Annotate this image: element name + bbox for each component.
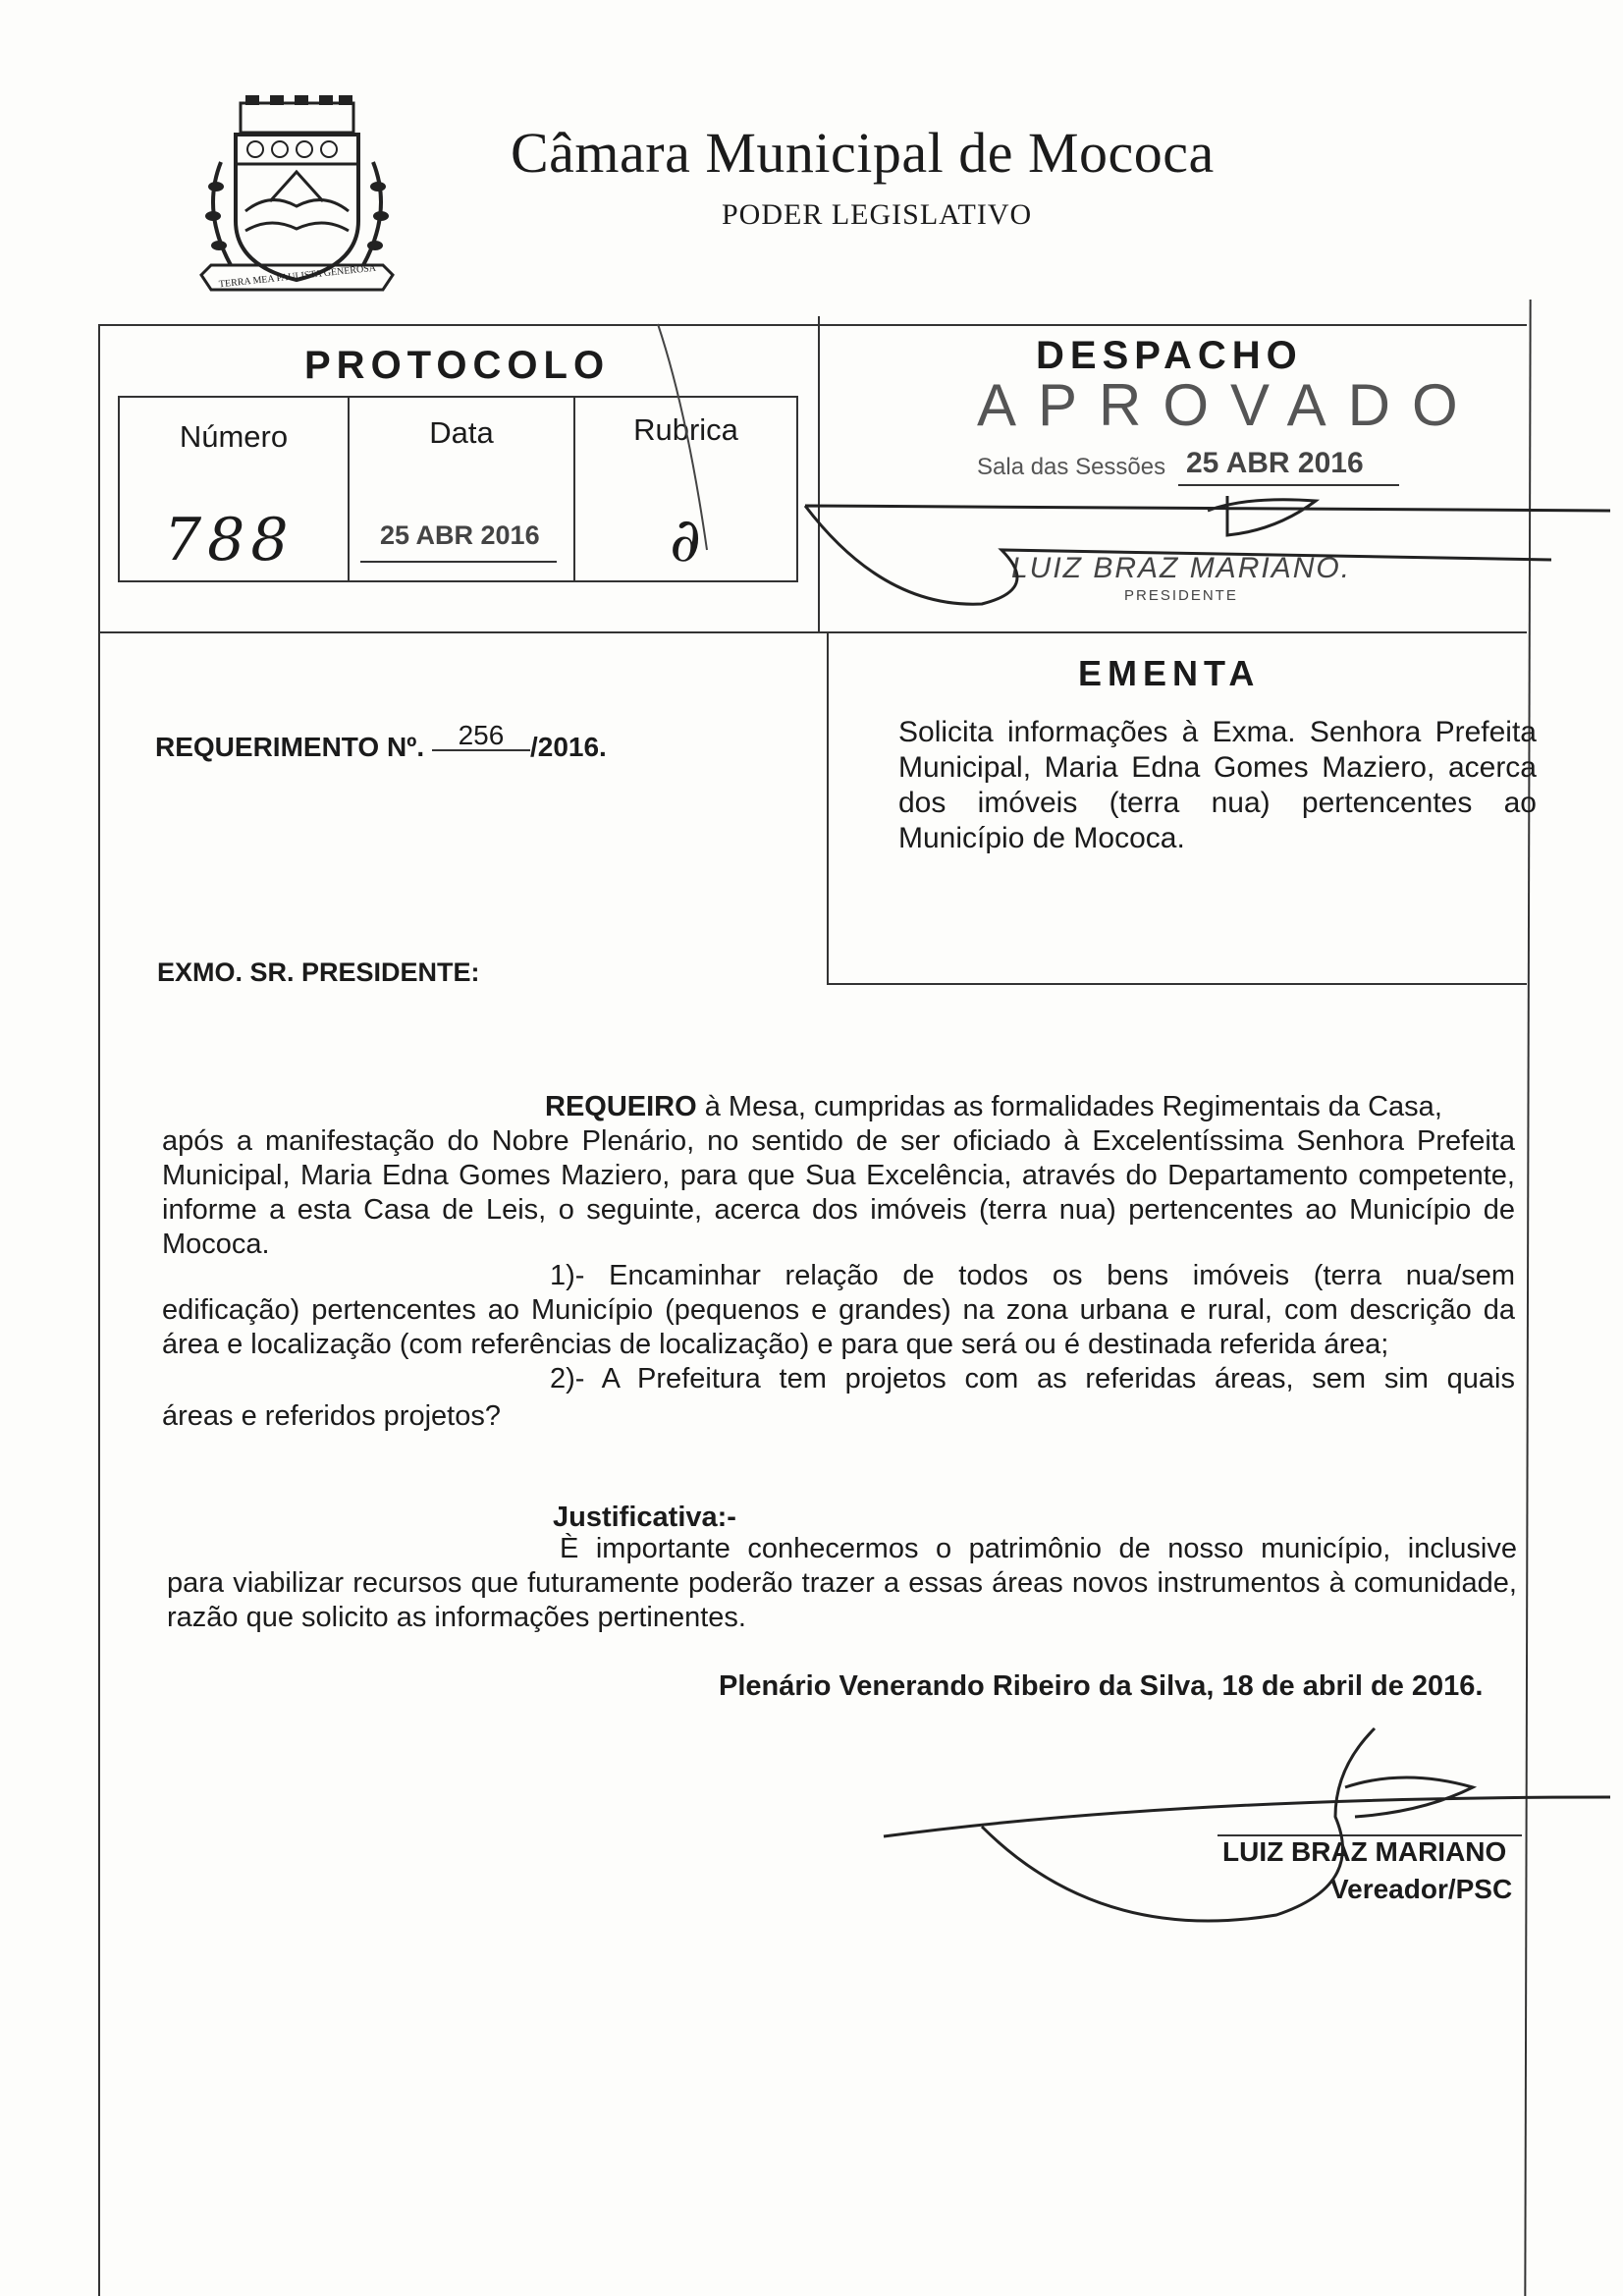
col-numero-label: Número: [179, 419, 289, 454]
closing-place-date: Plenário Venerando Ribeiro da Silva, 18 de abril de 2016.: [719, 1670, 1484, 1702]
protocol-number: 788: [164, 506, 295, 574]
item2-rest: áreas e referidos projetos?: [162, 1400, 501, 1432]
protocol-date-stamp: 25 ABR 2016: [380, 520, 540, 550]
approved-stamp: APROVADO: [977, 372, 1480, 438]
signer-name: LUIZ BRAZ MARIANO: [1222, 1836, 1507, 1867]
crest-motto: TERRA MEA PAULISTA GENEROSA: [218, 262, 377, 291]
closing-signature-icon: [884, 1728, 1610, 1921]
item1-rest: edificação) pertencentes ao Município (pequenos e grandes) na zona urbana e rural, com descrição da área e localização (com referências de localização) e para que será ou é destinada referida área;: [162, 1294, 1515, 1360]
despacho-signer-name: LUIZ BRAZ MARIANO.: [1011, 552, 1352, 584]
ementa-label: EMENTA: [1078, 653, 1261, 693]
requerimento-number: 256: [432, 722, 530, 751]
justificativa-label: Justificativa:-: [553, 1502, 736, 1533]
sala-date: 25 ABR 2016: [1186, 447, 1364, 479]
col-data-label: Data: [429, 415, 494, 450]
despacho-signature-icon: [805, 496, 1610, 604]
rubrica-mark: ∂: [670, 504, 702, 575]
body-lead-rest: à Mesa, cumpridas as formalidades Regimentais da Casa,: [696, 1091, 1442, 1122]
justificativa-first-line: È importante conhecermos o patrimônio de nosso município, inclusive: [560, 1533, 1517, 1564]
requerimento-suffix: /2016.: [529, 732, 607, 762]
item1-first-line: 1)- Encaminhar relação de todos os bens imóveis (terra nua/sem: [550, 1260, 1515, 1291]
sala-label: Sala das Sessões: [977, 454, 1166, 480]
salutation: EXMO. SR. PRESIDENTE:: [157, 957, 480, 987]
col-rubrica-label: Rubrica: [633, 412, 738, 447]
despacho-signer-role: PRESIDENTE: [1124, 587, 1238, 604]
item2-first-line: 2)- A Prefeitura tem projetos com as referidas áreas, sem sim quais: [550, 1363, 1515, 1394]
body-para1: após a manifestação do Nobre Plenário, no sentido de ser oficiado à Excelentíssima Senhora Prefeita Municipal, Maria Edna Gomes Maziero, para que Sua Excelência, através do Departamento competente, informe a esta Casa de Leis, o seguinte, acerca dos imóveis (terra nua) pertencentes ao Município de Mococa.: [162, 1125, 1515, 1260]
protocolo-label: PROTOCOLO: [304, 344, 611, 387]
rubrica-stroke-icon: [658, 324, 707, 550]
page-title: Câmara Municipal de Mococa: [511, 121, 1215, 185]
body-lead-bold: REQUEIRO: [545, 1091, 697, 1122]
justificativa-rest: para viabilizar recursos que futuramente poderão trazer a essas áreas novos instrumentos à comunidade, razão que solicito as informações pertinentes.: [167, 1567, 1517, 1633]
page-subtitle: PODER LEGISLATIVO: [722, 198, 1033, 231]
despacho-label: DESPACHO: [1036, 334, 1303, 377]
signer-role: Vereador/PSC: [1330, 1874, 1513, 1904]
requerimento-prefix: REQUERIMENTO Nº.: [155, 732, 425, 762]
ementa-text: Solicita informações à Exma. Senhora Prefeita Municipal, Maria Edna Gomes Maziero, acerca dos imóveis (terra nua) pertencentes ao Município de Mococa.: [898, 716, 1537, 854]
